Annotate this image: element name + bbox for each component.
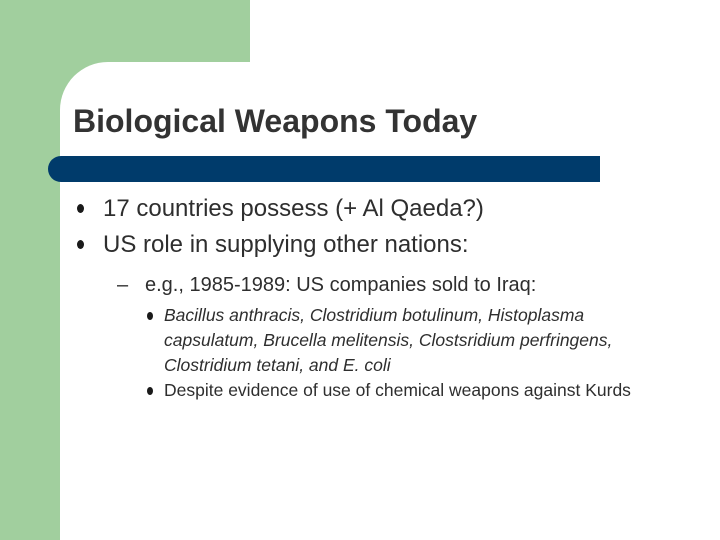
slide-title: Biological Weapons Today <box>73 103 478 139</box>
sub-sub-bullet-agents: Bacillus anthracis, Clostridium botulinum, Histoplasma capsulatum, Brucella melitensis, Clostsridium perfringens, Clostridium tetani, and E. coli <box>164 305 613 375</box>
filled-dot-bullet-icon <box>77 204 84 213</box>
sub-sub-bullet-kurds: Despite evidence of use of chemical weapons against Kurds <box>164 380 631 400</box>
bullet-item-us-role: US role in supplying other nations: <box>103 231 469 258</box>
title-underline-bar <box>48 156 600 182</box>
filled-dot-bullet-icon <box>77 240 84 249</box>
filled-dot-bullet-icon <box>147 387 153 395</box>
bullet-item-countries: 17 countries possess (+ Al Qaeda?) <box>103 195 484 222</box>
sub-bullet-iraq: e.g., 1985-1989: US companies sold to Iraq: <box>145 274 537 296</box>
dash-marker: – <box>117 274 129 296</box>
filled-dot-bullet-icon <box>147 312 153 320</box>
